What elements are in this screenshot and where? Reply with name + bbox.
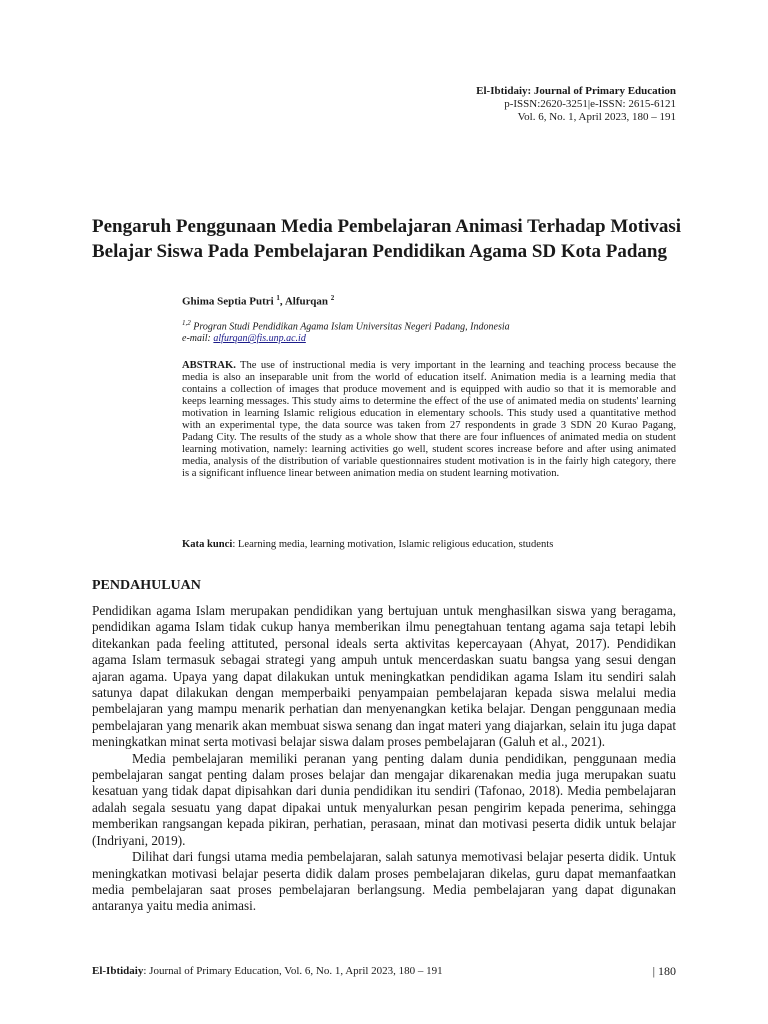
abstract-text: The use of instructional media is very important in the learning and teaching process because the media is also an inseparable unit from the world of education itself. Animation media is a learning media that contains a collection of images that produce movement and is equipped with audio so that it is memorable and keeps learning messages. This study aims to determine the effect of the use of animated media on students' learning motivation in learning Islamic religious education in elementary schools. This study used a quantitative method with an experimental type, the data source was taken from 27 respondents in grade 3 SDN 20 Kurao Pagang, Padang City. The results of the study as a whole show that there are four influences of animated media on student learning motivation, namely: learning activities go well, student scores increase before and after using animated media, analysis of the distribution of variable questionnaires student motivation is in the fairly high category, there is a significant influence linear between animation media on student learning motivation.: [182, 360, 676, 479]
volume-line: Vol. 6, No. 1, April 2023, 180 – 191: [517, 111, 676, 123]
affiliation-text: Progran Studi Pendidikan Agama Islam Universitas Negeri Padang, Indonesia: [193, 321, 510, 333]
affiliation-sup: 1,2: [182, 319, 191, 327]
paragraph: Dilihat dari fungsi utama media pembelajaran, salah satunya memotivasi belajar peserta didik. Untuk meningkatkan motivasi belajar peserta didik dalam proses pembelajaran dikelas, guru dapat memanfaatkan media pembelajaran saat proses pembelajaran berlangsung. Media pembelajaran yang dapat digunakan antaranya yaitu media animasi.: [92, 849, 676, 914]
abstract-label: ABSTRAK.: [182, 360, 236, 371]
section-body: [92, 603, 676, 915]
paragraph: Pendidikan agama Islam merupakan pendidikan yang bertujuan untuk menghasilkan siswa yang beragama, pendidikan agama Islam tidak cukup hanya memberikan ilmu penegtahuan tentang agama saja tetapi lebih ditekankan pada feeling attituted, personal ideals serta aktivitas kepercayaan (Ahyat, 2017). Pendidikan agama Islam termasuk sebagai strategi yang ampuh untuk mencerdaskan suatu bangsa yang sesui dengan ajaran agama. Upaya yang dapat dilakukan untuk meningkatkan pendidikan agama Islam itu sendiri salah satunya dapat dilakukan dengan memperbaiki penyampaian pembelajaran kepada siswa melalui media pembelajaran yang mampu menarik perhatian dan menyenangkan ketika belajar. Dengan penggunaan media pembelajaran yang menarik akan membuat siswa senang dan ingat materi yang diajarkan, selain itu juga dapat meningkatkan minat serta motivasi belajar siswa dalam proses pembelajaran (Galuh et al., 2021).: [92, 603, 676, 750]
footer-journal-name: El-Ibtidaiy: [92, 965, 144, 977]
keywords-text: : Learning media, learning motivation, Islamic religious education, students: [232, 539, 554, 550]
issn-line: p-ISSN:2620-3251|e-ISSN: 2615-6121: [504, 98, 676, 110]
journal-header: [476, 85, 676, 124]
email-link[interactable]: alfurqan@fis.unp.ac.id: [213, 333, 306, 345]
abstract: [182, 360, 676, 480]
author-line: [182, 294, 334, 308]
article-title: Pengaruh Penggunaan Media Pembelajaran Animasi Terhadap Motivasi Belajar Siswa Pada Pembelajaran Pendidikan Agama SD Kota Padang: [92, 216, 682, 262]
author-1: Ghima Septia Putri: [182, 295, 274, 308]
affiliation-block: [182, 317, 510, 345]
author-separator: ,: [279, 295, 285, 308]
author-2-sup: 2: [330, 294, 335, 302]
page-number: | 180: [652, 964, 676, 978]
page-footer: [92, 965, 443, 977]
keywords: [182, 539, 676, 550]
keywords-label: Kata kunci: [182, 539, 233, 550]
section-heading: PENDAHULUAN: [92, 578, 201, 593]
author-2: Alfurqan: [284, 295, 329, 308]
footer-citation: : Journal of Primary Education, Vol. 6, No. 1, April 2023, 180 – 191: [143, 965, 443, 977]
author-1-sup: 1: [276, 294, 280, 302]
journal-name: El-Ibtidaiy: Journal of Primary Education: [476, 85, 676, 97]
email-label: e-mail:: [182, 333, 214, 345]
paragraph: Media pembelajaran memiliki peranan yang penting dalam dunia pendidikan, penggunaan media pembelajaran sangat penting dalam proses belajar dan mengajar dikarenakan media juga merupakan suatu kesatuan yang tidak dapat dipisahkan dari dunia pendidikan itu sendiri (Tafonao, 2018). Media pembelajaran adalah segala sesuatu yang dapat dipakai untuk menyalurkan pesan pengirim kepada penerima, sehingga memberikan rangsangan kepada pikiran, perhatian, perasaan, minat dan motivasi peserta didik untuk belajar (Indriyani, 2019).: [92, 750, 676, 848]
